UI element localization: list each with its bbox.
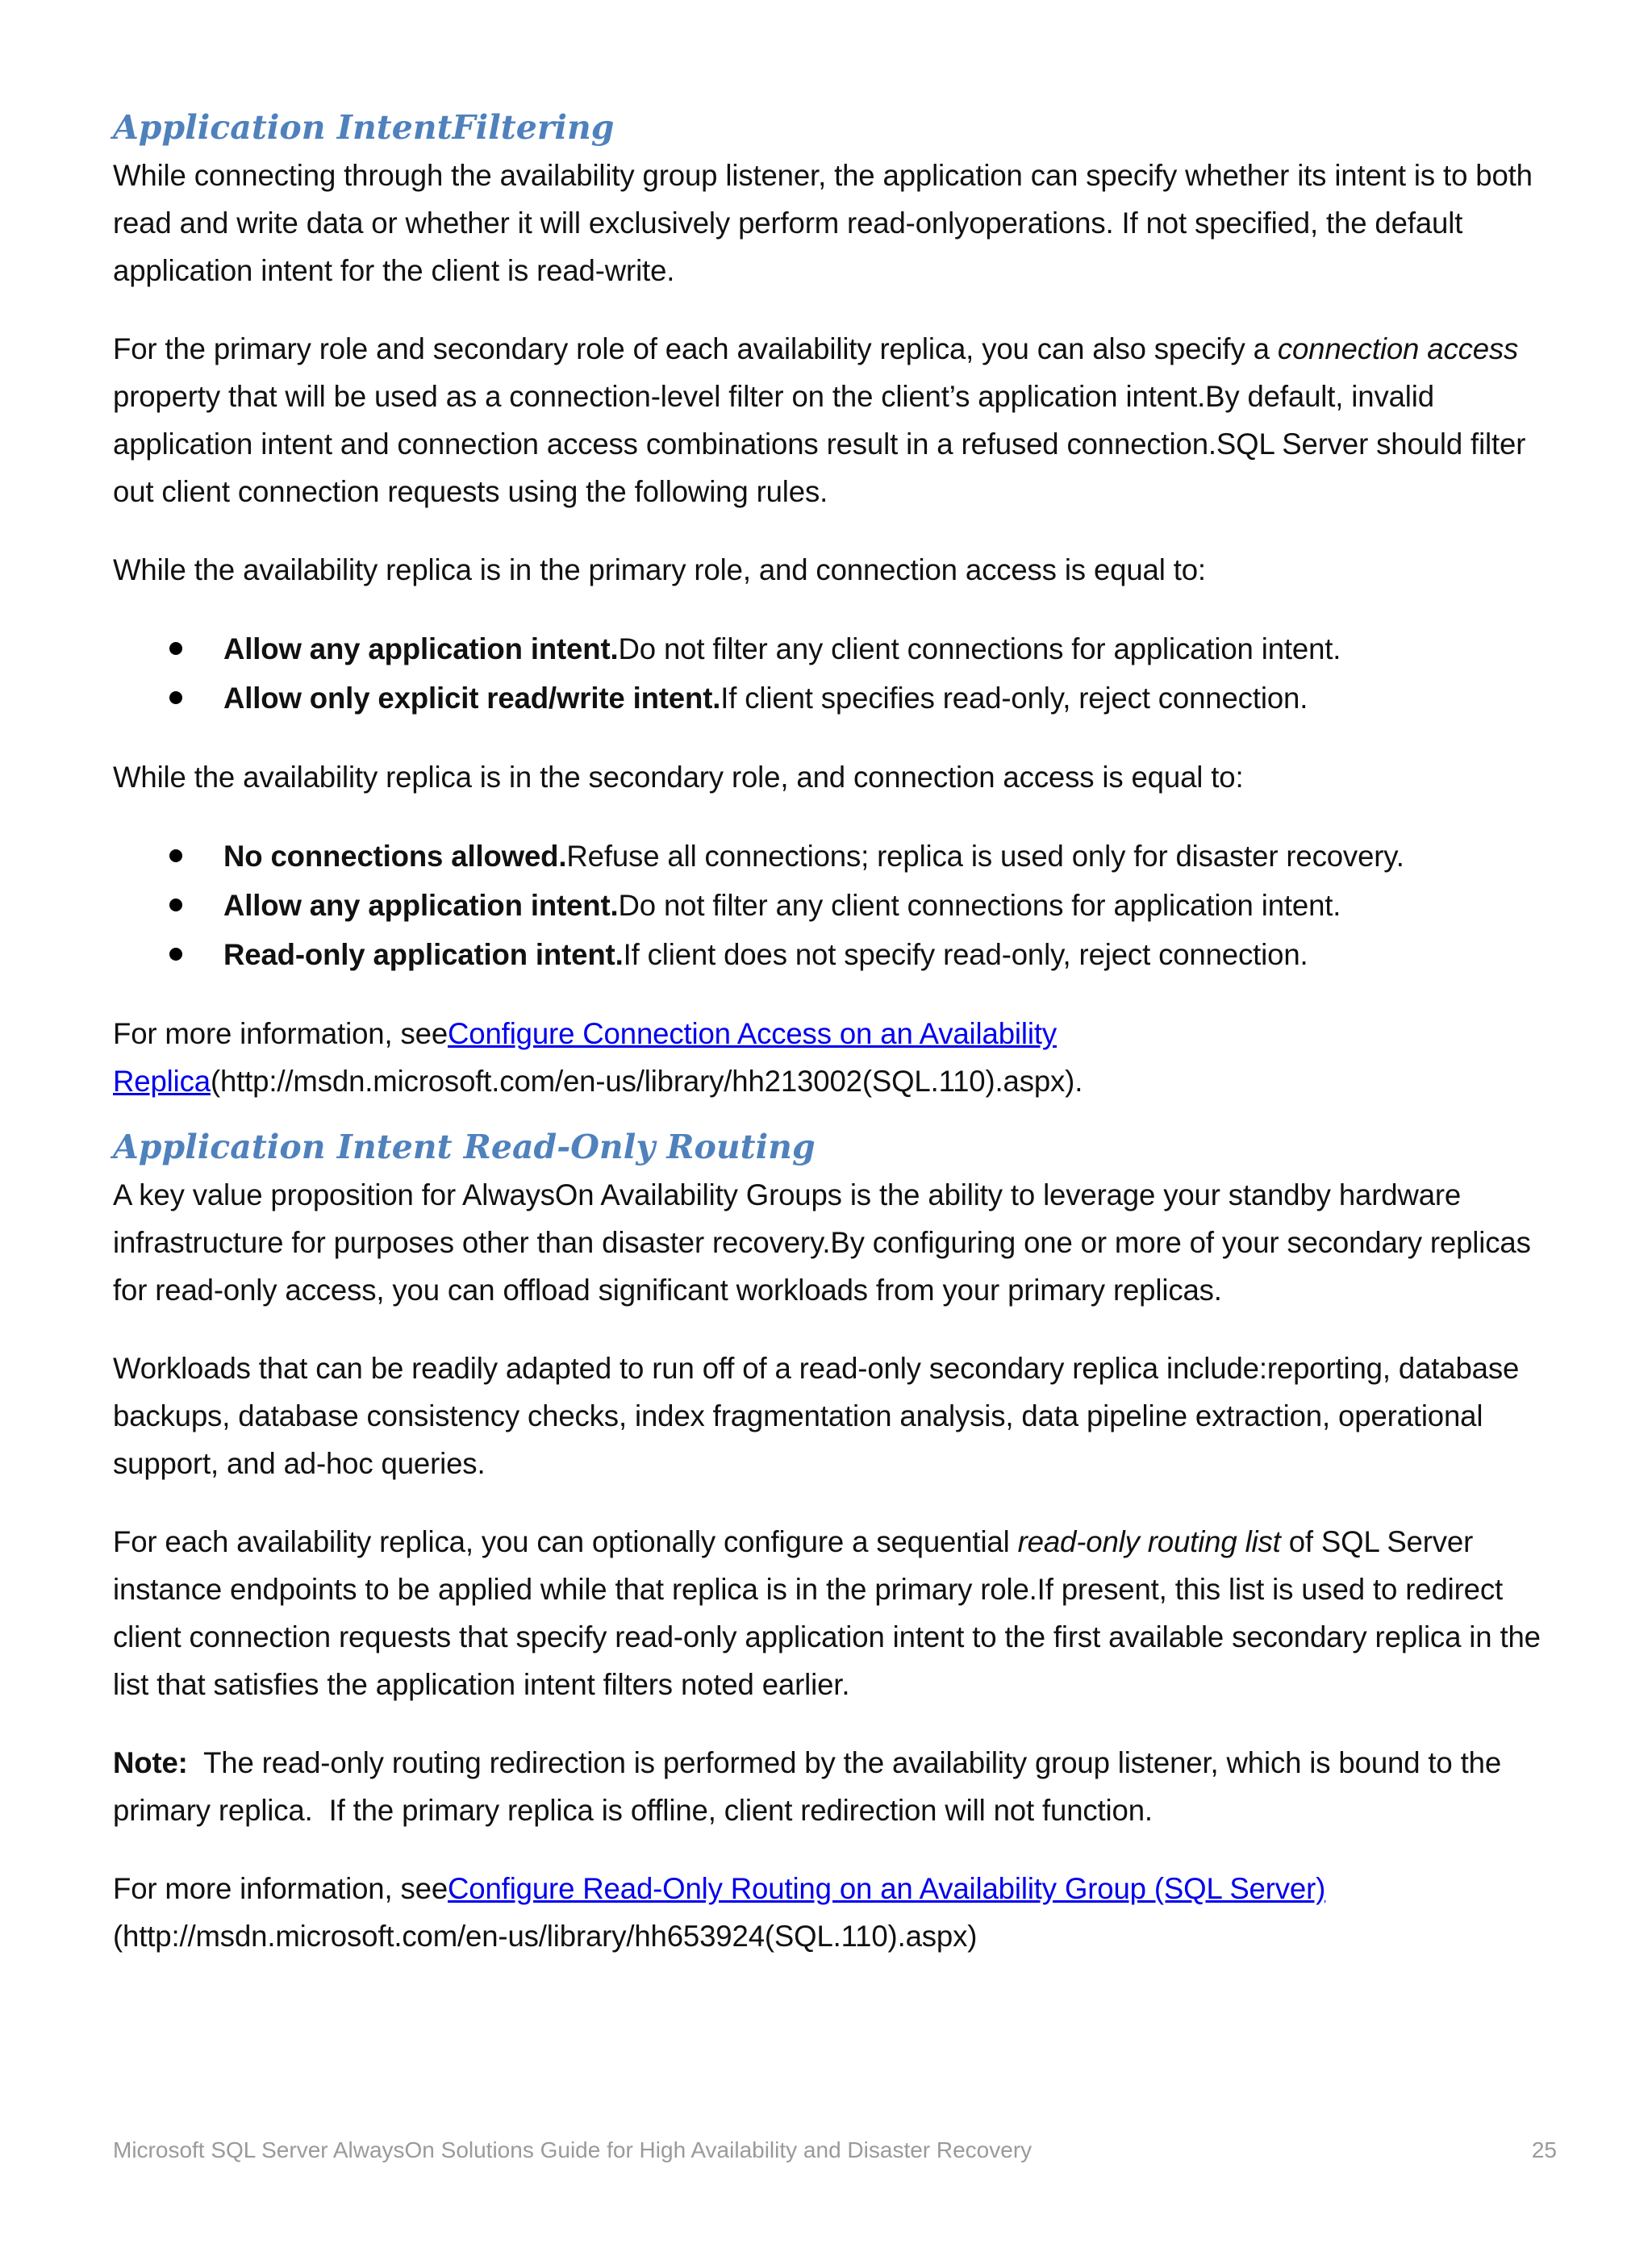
paragraph-more-info-connection-access	[113, 1010, 1557, 1105]
text-run: of SQL Server instance endpoints to be applied while that replica is in the primary role.If present, this list is used to redirect client connection requests that specify read-only application intent to the first available secondary replica in the list that satisfies the application intent filters noted earlier.	[113, 1525, 1541, 1701]
note-text: The read-only routing redirection is performed by the availability group listener, which is bound to the primary replica. If the primary replica is offline, client redirection will not function.	[113, 1746, 1510, 1827]
text-run: For the primary role and secondary role of each availability replica, you can also specify a	[113, 332, 1278, 365]
rule-name: Allow only explicit read/write intent.	[223, 682, 721, 715]
italic-term-routing-list: read-only routing list	[1017, 1525, 1281, 1558]
bullet-icon	[169, 849, 182, 862]
paragraph-intent-intro: While connecting through the availability group listener, the application can specify whether its intent is to both read and write data or whether it will exclusively perform read-onlyoperations. If not specified, the default application intent for the client is read-write.	[113, 159, 1533, 287]
document-page	[113, 103, 1557, 1960]
paragraph-primary-role-intro: While the availability replica is in the primary role, and connection access is equal to:	[113, 553, 1206, 586]
list-item	[113, 930, 1557, 979]
section-heading-intent-filtering: Application IntentFiltering	[113, 108, 615, 147]
section-heading-read-only-routing: Application Intent Read-Only Routing	[113, 1128, 816, 1166]
rule-name: No connections allowed.	[223, 840, 567, 873]
paragraph-value-proposition: A key value proposition for AlwaysOn Availability Groups is the ability to leverage your standby hardware infrastructure for purposes other than disaster recovery.By configuring one or more of your secondary replicas for read-only access, you can offload significant workloads from your primary replicas.	[113, 1178, 1531, 1307]
rule-description: Do not filter any client connections for application intent.	[618, 889, 1341, 922]
rule-description: If client does not specify read-only, reject connection.	[623, 938, 1308, 971]
page-footer	[113, 2137, 1557, 2163]
primary-role-rules-list	[113, 624, 1557, 723]
list-item	[113, 832, 1557, 881]
bullet-icon	[169, 948, 182, 961]
italic-term-connection-access: connection access	[1277, 332, 1519, 365]
list-item	[113, 881, 1557, 930]
rule-name: Read-only application intent.	[223, 938, 624, 971]
footer-page-number: 25	[1531, 2137, 1557, 2162]
text-run: For more information, see	[113, 1017, 448, 1050]
secondary-role-rules-list	[113, 832, 1557, 979]
url-text: (http://msdn.microsoft.com/en-us/library/hh653924(SQL.110).aspx)	[113, 1920, 978, 1953]
rule-description: Refuse all connections; replica is used only for disaster recovery.	[566, 840, 1404, 873]
rule-name: Allow any application intent.	[223, 632, 619, 665]
paragraph-more-info-routing	[113, 1865, 1557, 1960]
paragraph-secondary-role-intro: While the availability replica is in the secondary role, and connection access is equal to:	[113, 761, 1244, 794]
bullet-icon	[169, 899, 182, 911]
list-item	[113, 673, 1557, 723]
footer-document-title: Microsoft SQL Server AlwaysOn Solutions Guide for High Availability and Disaster Recovery	[113, 2137, 1032, 2162]
rule-name: Allow any application intent.	[223, 889, 619, 922]
paragraph-routing-list	[113, 1518, 1557, 1708]
link-configure-read-only-routing[interactable]: Configure Read-Only Routing on an Availability Group (SQL Server)	[448, 1872, 1326, 1905]
text-run: For each availability replica, you can optionally configure a sequential	[113, 1525, 1018, 1558]
rule-description: If client specifies read-only, reject connection.	[720, 682, 1308, 715]
bullet-icon	[169, 642, 182, 655]
text-run: For more information, see	[113, 1872, 448, 1905]
paragraph-workloads: Workloads that can be readily adapted to run off of a read-only secondary replica include:reporting, database backups, database consistency checks, index fragmentation analysis, data pipeline extraction, operational support, and ad-hoc queries.	[113, 1352, 1520, 1480]
paragraph-note	[113, 1739, 1557, 1834]
list-item	[113, 624, 1557, 673]
text-run: property that will be used as a connection-level filter on the client’s application intent.By default, invalid application intent and connection access combinations result in a refused connection.SQL Server should filter out client connection requests using the following rules.	[113, 380, 1526, 508]
note-label: Note:	[113, 1746, 188, 1779]
bullet-icon	[169, 691, 182, 704]
link-configure-connection-access[interactable]: Configure Connection Access on an Availability Replica	[113, 1017, 1057, 1098]
url-text: (http://msdn.microsoft.com/en-us/library/hh213002(SQL.110).aspx).	[210, 1065, 1083, 1098]
rule-description: Do not filter any client connections for application intent.	[618, 632, 1341, 665]
paragraph-connection-access	[113, 325, 1557, 515]
